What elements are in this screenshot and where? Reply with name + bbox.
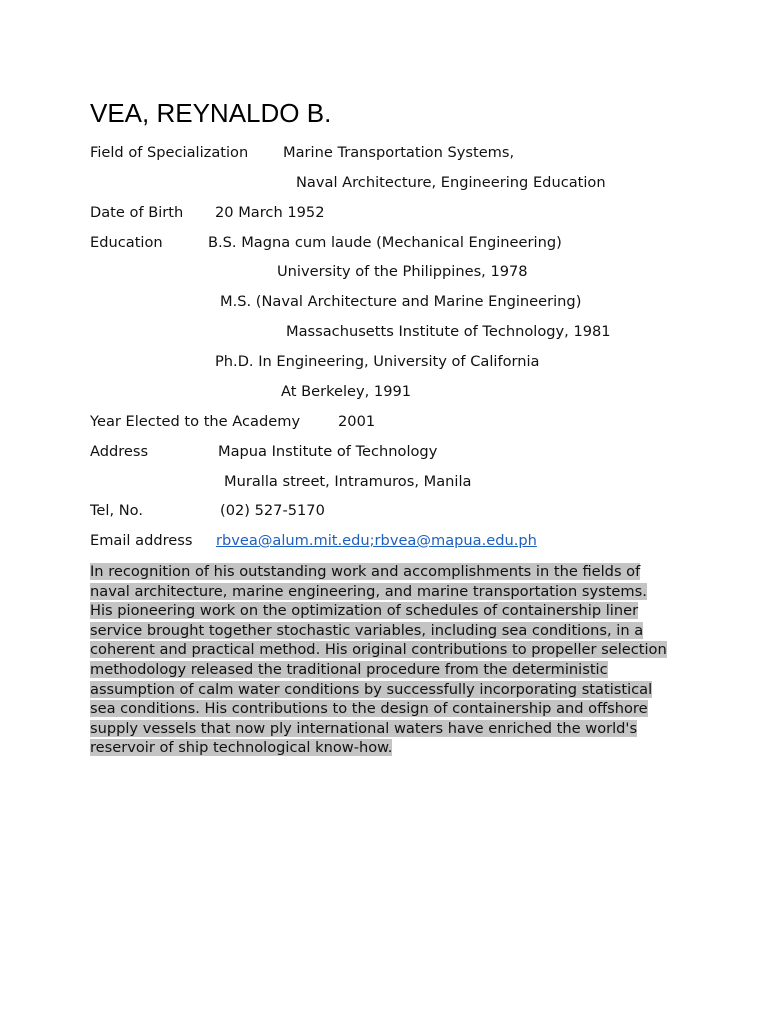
person-name: VEA, REYNALDO B. [90,98,332,128]
education-line: University of the Philippines, 1978 [277,263,528,280]
field-line-1: Marine Transportation Systems, [283,144,515,161]
education-line: M.S. (Naval Architecture and Marine Engineering) [220,293,582,310]
education-label: Education [90,234,163,251]
education-line: B.S. Magna cum laude (Mechanical Engineering) [208,234,562,251]
education-line: Ph.D. In Engineering, University of California [215,353,540,370]
elected-label: Year Elected to the Academy [90,413,301,430]
address-line-1: Mapua Institute of Technology [218,443,438,460]
birth-value: 20 March 1952 [215,204,325,221]
address-label: Address [90,443,149,460]
citation-text: In recognition of his outstanding work and accomplishments in the fields of naval architecture, marine engineering, and marine transportation systems. His pioneering work on the optimization of schedules of containership liner service brought together stochastic variables, including sea conditions, in a coherent and practical method. His original contributions to propeller selection methodology released the traditional procedure from the deterministic assumption of calm water conditions by successfully incorporating statistical sea conditions. His contributions to the design of containership and offshore supply vessels that now ply international waters have enriched the world's reservoir of ship technological know-how. [90,563,667,757]
address-line-2: Muralla street, Intramuros, Manila [224,473,472,490]
tel-value: (02) 527-5170 [220,502,325,519]
field-label: Field of Specialization [90,144,249,161]
elected-value: 2001 [338,413,376,430]
education-line: Massachusetts Institute of Technology, 1981 [286,323,611,340]
tel-label: Tel, No. [90,502,143,519]
field-line-2: Naval Architecture, Engineering Education [296,174,606,191]
citation-paragraph [90,562,670,758]
email-label: Email address [90,532,193,549]
email-link[interactable]: rbvea@alum.mit.edu;rbvea@mapua.edu.ph [216,532,537,549]
education-line: At Berkeley, 1991 [281,383,412,400]
birth-label: Date of Birth [90,204,184,221]
